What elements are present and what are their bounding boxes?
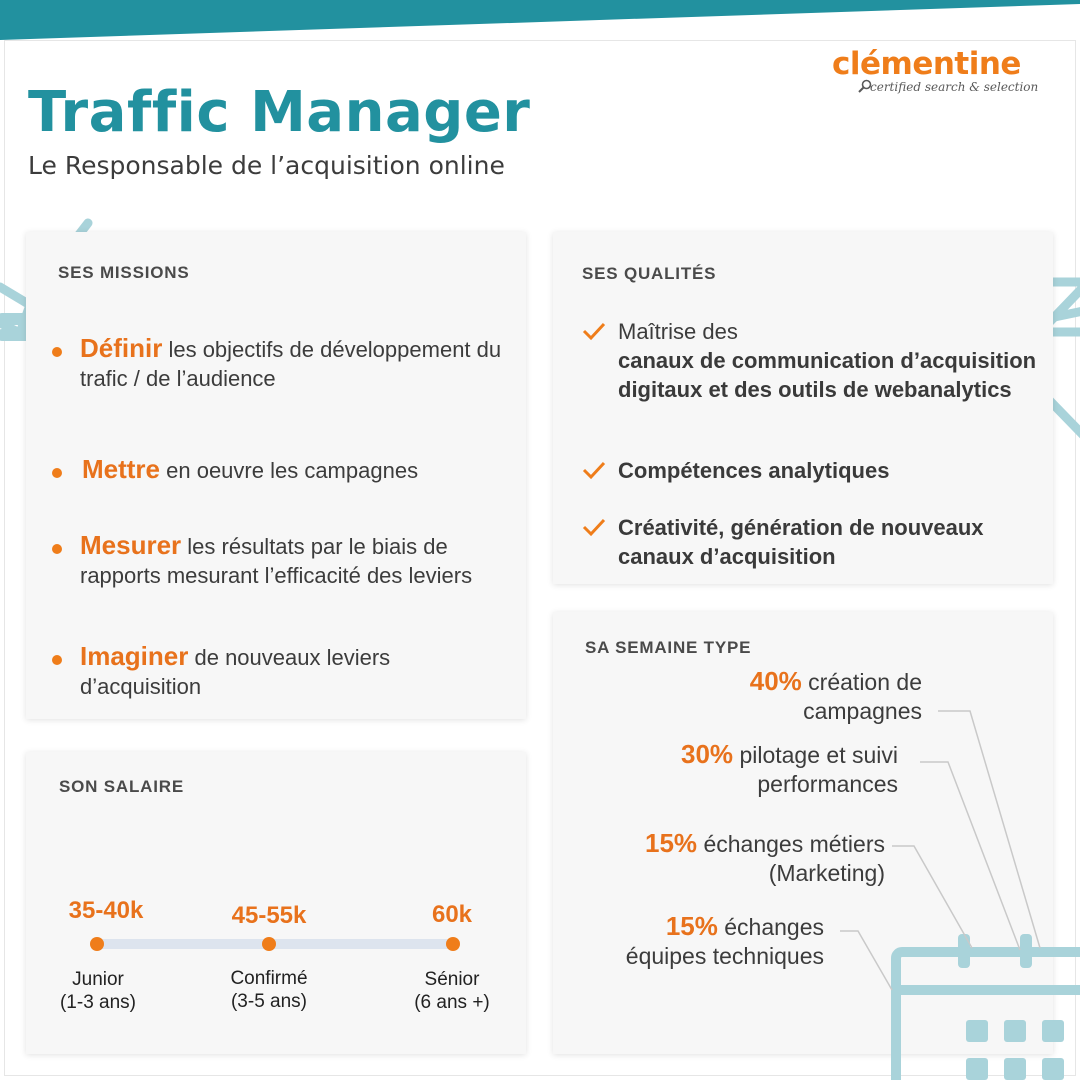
salary-level [392, 968, 512, 1014]
week-percent: 15% [665, 911, 718, 941]
quality-text: Maîtrise des [618, 319, 738, 344]
bullet-icon [52, 544, 62, 554]
salary-level [209, 967, 329, 1013]
salary-title: SON SALAIRE [59, 777, 184, 796]
mission-keyword: Mesurer [80, 530, 182, 560]
week-text-line2: campagnes [803, 698, 922, 724]
salary-dot [90, 937, 104, 951]
salary-level-name: Junior [72, 969, 124, 990]
salary-dot [446, 937, 460, 951]
mission-keyword: Mettre [82, 454, 161, 484]
mission-text: les résultats par le biais de rapports mesurant l’efficacité des leviers [80, 534, 473, 588]
salary-level [38, 968, 158, 1014]
page-subtitle: Le Responsable de l’acquisition online [28, 151, 505, 180]
page-title: Traffic Manager [28, 80, 531, 145]
mission-item [52, 642, 482, 701]
mission-item [52, 334, 512, 393]
week-percent: 30% [681, 739, 734, 769]
week-item [681, 740, 898, 799]
check-icon [582, 517, 606, 537]
quality-bold-text: Créativité, génération de nouveaux canaux d’acquisition [618, 515, 984, 569]
check-icon [582, 460, 606, 480]
salary-level-years: (3-5 ans) [230, 991, 308, 1012]
quality-item [582, 317, 1042, 404]
mission-item [52, 455, 512, 485]
week-text: échanges métiers [697, 831, 885, 857]
top-band [0, 0, 1080, 40]
mission-item [52, 531, 512, 590]
check-icon [582, 321, 606, 341]
week-percent: 15% [645, 828, 698, 858]
brand-name: clémentine [832, 46, 1021, 82]
mission-keyword: Imaginer [80, 641, 189, 671]
week-item [645, 829, 885, 888]
mission-text: les objectifs de développement du trafic / de l’audience [80, 337, 502, 391]
week-text-line2: performances [757, 771, 898, 797]
qualities-title: SES QUALITÉS [582, 264, 717, 283]
salary-range: 60k [431, 901, 473, 928]
bullet-icon [52, 347, 62, 357]
salary-level-years: (6 ans +) [414, 992, 490, 1013]
salary-range: 35-40k [68, 897, 144, 924]
brand-logo [832, 46, 1042, 94]
mission-text: en oeuvre les campagnes [160, 458, 419, 483]
salary-level-years: (1-3 ans) [59, 992, 137, 1013]
salary-level-name: Sénior [424, 969, 480, 990]
week-item [750, 667, 922, 726]
quality-item [582, 513, 1042, 571]
week-text: échanges [717, 914, 824, 940]
week-text: création de [801, 669, 922, 695]
week-percent: 40% [749, 666, 802, 696]
week-text-line2: équipes techniques [625, 943, 824, 969]
salary-level-name: Confirmé [230, 968, 308, 989]
mission-keyword: Définir [80, 333, 163, 363]
salary-dot [262, 937, 276, 951]
week-text: pilotage et suivi [733, 742, 898, 768]
week-text-line2: (Marketing) [768, 860, 885, 886]
mission-text: de nouveaux leviers d’acquisition [80, 645, 391, 699]
quality-bold-text: canaux de communication d’acquisition digitaux et des outils de webanalytics [618, 348, 1037, 402]
quality-bold-text: Compétences analytiques [618, 458, 890, 483]
missions-title: SES MISSIONS [58, 263, 190, 282]
week-item [626, 912, 824, 971]
brand-tagline: certified search & selection [870, 80, 1039, 94]
quality-item [582, 456, 1042, 485]
bullet-icon [52, 655, 62, 665]
week-title: SA SEMAINE TYPE [585, 638, 752, 657]
bullet-icon [52, 468, 62, 478]
salary-range: 45-55k [231, 902, 307, 929]
